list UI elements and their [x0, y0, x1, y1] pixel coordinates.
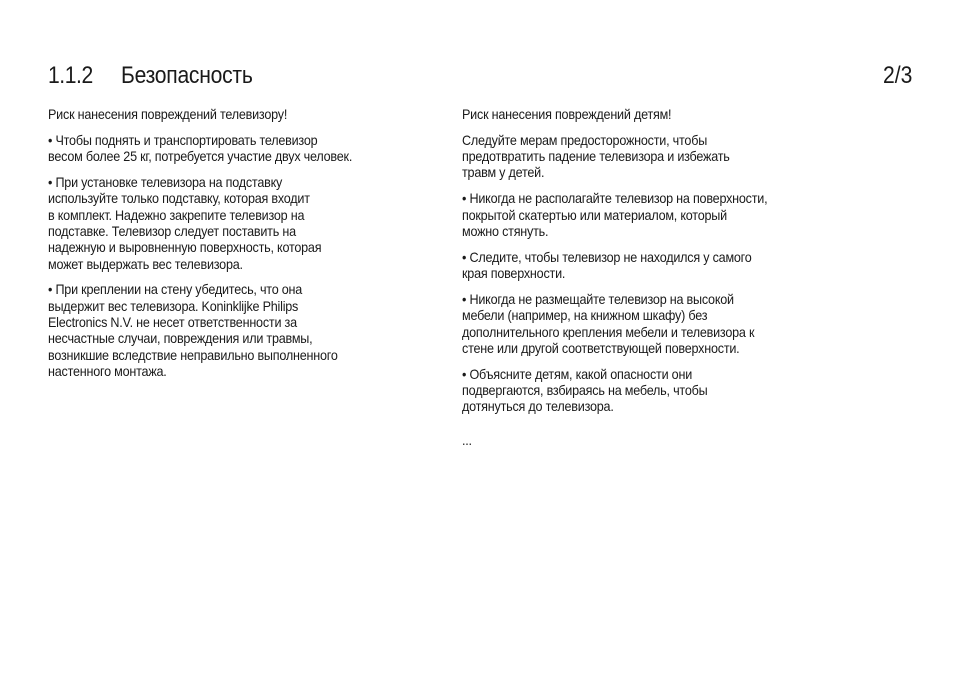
right-paragraph-precautions: Следуйте мерам предосторожности, чтобы предотвратить падение телевизора и избежать травм у детей.: [462, 131, 730, 181]
left-column: [48, 106, 438, 389]
page-header: [48, 60, 912, 94]
right-paragraph-tablecloth: • Никогда не располагайте телевизор на поверхности, покрытой скатертью или материалом, который можно стянуть.: [462, 190, 768, 239]
right-paragraph-explain: • Объясните детям, какой опасности они подвергаются, взбираясь на мебель, чтобы дотянуться до телевизора.: [462, 365, 708, 415]
continuation-ellipsis: ...: [462, 431, 472, 448]
left-column-heading: Риск нанесения повреждений телевизору!: [48, 106, 288, 122]
right-paragraph-furniture: • Никогда не размещайте телевизор на высокой мебели (например, на книжном шкафу) без дополнительного крепления мебели и телевизора к стене или другой соответствующей поверхности.: [462, 291, 755, 356]
page-counter: 2/3: [882, 62, 912, 89]
left-paragraph-stand: • При установке телевизора на подставку используйте только подставку, которая входит в комплект. Надежно закрепите телевизор на подставке. Телевизор следует поставить на надежную и выровненную поверхность, которая может выдержать вес телевизора.: [48, 174, 322, 272]
right-paragraph-edge: • Следите, чтобы телевизор не находился у самого края поверхности.: [462, 248, 752, 282]
left-paragraph-lifting: • Чтобы поднять и транспортировать телевизор весом более 25 кг, потребуется участие двух человек.: [48, 131, 353, 165]
left-paragraph-wall-mount: • При креплении на стену убедитесь, что она выдержит вес телевизора. Koninklijke Philips Electronics N.V. не несет ответственности за несчастные случаи, повреждения или травмы, возникшие вследствие неправильно выполненного настенного монтажа.: [48, 281, 338, 379]
page-title: Безопасность: [121, 62, 253, 89]
right-column: [462, 106, 852, 458]
section-number: 1.1.2: [48, 62, 93, 89]
right-column-heading: Риск нанесения повреждений детям!: [462, 106, 672, 122]
